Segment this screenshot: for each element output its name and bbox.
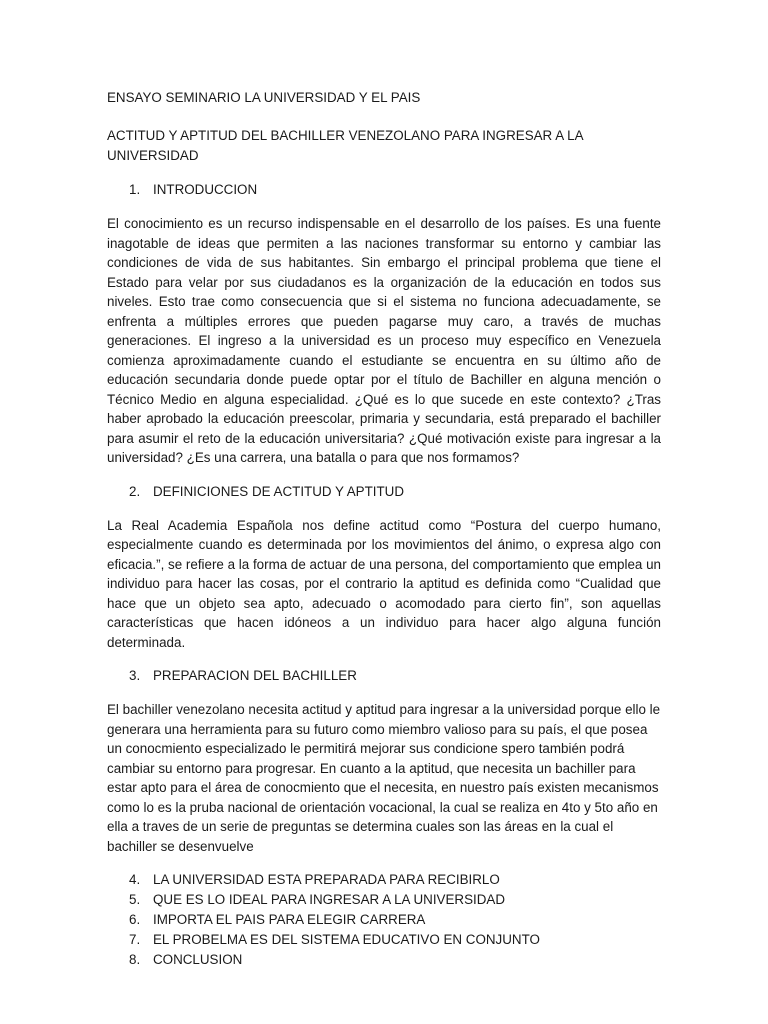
section-paragraph-preparacion: El bachiller venezolano necesita actitud y aptitud para ingresar a la universidad porque ello le generara una herramienta para su futuro como miembro valioso para su país, el que posea un conocmiento especializado le permitirá mejorar sus condicione spero también podrá cambiar su entorno para progresar. En cuanto a la aptitud, que necesita un bachiller para estar apto para el área de conocmiento que el necesita, en nuestro país existen mecanismos como lo es la pruba nacional de orientación vocacional, la cual se realiza en 4to y 5to año en ella a traves de un serie de preguntas se determina cuales son las áreas en la cual el bachiller se desenvuelve bbox=[107, 702, 661, 854]
list-item bbox=[107, 890, 661, 910]
list-item bbox=[107, 930, 661, 950]
document-subtitle: ACTITUD Y APTITUD DEL BACHILLER VENEZOLANO PARA INGRESAR A LA UNIVERSIDAD bbox=[107, 128, 583, 163]
remaining-sections-list bbox=[107, 870, 661, 970]
document-title: ENSAYO SEMINARIO LA UNIVERSIDAD Y EL PAIS bbox=[107, 90, 421, 105]
section-title: DEFINICIONES DE ACTITUD Y APTITUD bbox=[153, 483, 404, 499]
section-number: 1. bbox=[129, 182, 141, 197]
list-item-label: EL PROBELMA ES DEL SISTEMA EDUCATIVO EN CONJUNTO bbox=[153, 932, 540, 947]
section-paragraph-introduccion: El conocimiento es un recurso indispensable en el desarrollo de los países. Es una fuente inagotable de ideas que permiten a las naciones transformar su entorno y cambiar las condiciones de vida de sus habitantes. Sin embargo el principal problema que tiene el Estado para velar por sus ciudadanos es la organización de la educación en todos sus niveles. Esto trae como consecuencia que si el sistema no funciona adecuadamente, se enfrenta a múltiples errores que pueden pagarse muy caro, a través de muchas generaciones. El ingreso a la universidad es un proceso muy específico en Venezuela comienza aproximadamente cuando el estudiante se encuentra en su último año de educación secundaria donde puede optar por el título de Bachiller en alguna mención o Técnico Medio en alguna especialidad. ¿Qué es lo que sucede en este contexto? ¿Tras haber aprobado la educación preescolar, primaria y secundaria, está preparado el bachiller para asumir el reto de la educación universitaria? ¿Qué motivación existe para ingresar a la universidad? ¿Es una carrera, una batalla o para que nos formamos? bbox=[107, 216, 661, 465]
section-paragraph-definiciones: La Real Academia Española nos define actitud como “Postura del cuerpo humano, especialmente cuando es determinada por los movimientos del ánimo, o expresa algo con eficacia.”, se refiere a la forma de actuar de una persona, del comportamiento que emplea un individuo para hacer las cosas, por el contrario la aptitud es definida como “Cualidad que hace que un objeto sea apto, adecuado o acomodado para cierto fin”, son aquellas características que hacen idóneos a un individuo para hacer algo alguna función determinada. bbox=[107, 517, 661, 650]
list-item bbox=[107, 910, 661, 930]
list-item-label: LA UNIVERSIDAD ESTA PREPARADA PARA RECIBIRLO bbox=[153, 872, 500, 887]
list-item bbox=[107, 950, 661, 970]
section-number: 3. bbox=[129, 668, 141, 683]
list-item-label: IMPORTA EL PAIS PARA ELEGIR CARRERA bbox=[153, 912, 426, 927]
list-item-number: 5. bbox=[129, 892, 141, 907]
section-number: 2. bbox=[129, 483, 141, 499]
section-title: INTRODUCCION bbox=[153, 182, 258, 197]
section-title: PREPARACION DEL BACHILLER bbox=[153, 668, 357, 683]
section-heading-definiciones bbox=[107, 482, 661, 502]
list-item-label: QUE ES LO IDEAL PARA INGRESAR A LA UNIVERSIDAD bbox=[153, 892, 505, 907]
section-heading-preparacion bbox=[107, 666, 661, 686]
list-item bbox=[107, 870, 661, 890]
list-item-number: 6. bbox=[129, 912, 141, 927]
list-item-number: 8. bbox=[129, 952, 141, 967]
list-item-number: 4. bbox=[129, 872, 141, 887]
list-item-number: 7. bbox=[129, 932, 141, 947]
list-item-label: CONCLUSION bbox=[153, 952, 243, 967]
document-content bbox=[107, 88, 661, 970]
section-heading-introduccion bbox=[107, 180, 661, 200]
